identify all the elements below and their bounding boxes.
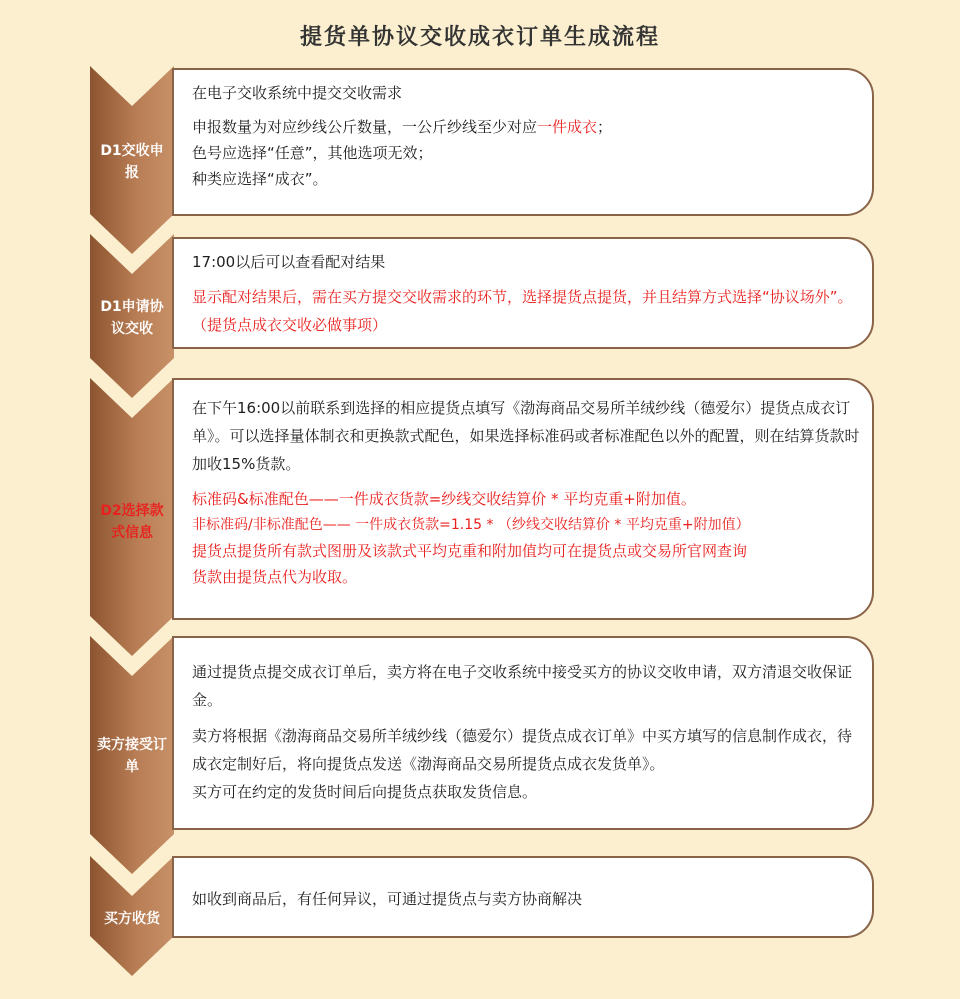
text-run: 申报数量为对应纱线公斤数量，一公斤纱线至少对应	[192, 118, 538, 136]
step-label-seller-accept	[90, 734, 174, 778]
step-label-line: 报	[125, 165, 139, 181]
step-paragraph	[192, 140, 872, 166]
step-paragraph-highlight: 货款由提货点代为收取。	[192, 568, 358, 586]
step-box-buyer-receive	[172, 856, 874, 938]
step-label-line: 单	[125, 759, 139, 775]
step-box-d1-declare	[172, 68, 874, 216]
step-paragraph: 买方可在约定的发货时间后向提货点获取发货信息。	[192, 783, 538, 801]
text-run: 色号应选择“任意”，其他选项无效；	[192, 144, 433, 162]
step-label-buyer-receive	[90, 908, 174, 930]
step-box-d1-apply	[172, 237, 874, 349]
step-paragraph-highlight: 非标准码/非标准配色—— 一件成衣货款=1.15 * （纱线交收结算价 * 平均克重+附加值）	[192, 517, 750, 533]
step-label-line: 卖方接受订	[97, 737, 167, 753]
page-title: 提货单协议交收成衣订单生成流程	[299, 24, 660, 50]
step-paragraph: 卖方将根据《渤海商品交易所羊绒纱线（德爱尔）提货点成衣订单》中买方填写的信息制作成衣，待成衣定制好后，将向提货点发送《渤海商品交易所提货点成衣发货单》。	[192, 727, 853, 773]
step-label-line: D1申请协	[100, 299, 164, 315]
step-paragraph: 如收到商品后，有任何异议，可通过提货点与卖方协商解决	[192, 890, 583, 908]
step-label-line: 议交收	[111, 321, 153, 337]
text-run-highlight: 一件成衣	[537, 118, 598, 136]
step-paragraph: 通过提货点提交成衣订单后，卖方将在电子交收系统中接受买方的协议交收申请，双方清退交收保证金。	[192, 663, 853, 709]
step-label-line: D2选择款	[100, 503, 164, 519]
step-paragraph	[192, 166, 872, 192]
text-run: 17:00以后可以查看配对结果	[192, 253, 386, 271]
text-run: 在电子交收系统中提交交收需求	[192, 84, 403, 102]
text-run: ；	[597, 118, 613, 136]
step-box-d2-select	[172, 378, 874, 620]
step-label-d1-apply	[90, 296, 174, 340]
step-label-d1-declare	[90, 140, 174, 184]
step-label-line: 买方收货	[104, 911, 160, 927]
step-paragraph: 在下午16:00以前联系到选择的相应提货点填写《渤海商品交易所羊绒纱线（德爱尔）提货点成衣订单》。可以选择量体制衣和更换款式配色，如果选择标准码或者标准配色以外的配置，则在结算货款时加收15%货款。	[192, 399, 860, 473]
text-run: 种类应选择“成衣”。	[192, 170, 328, 188]
step-box-seller-accept	[172, 636, 874, 830]
step-paragraph	[192, 249, 872, 275]
step-paragraph-highlight: 提货点提货所有款式图册及该款式平均克重和附加值均可在提货点或交易所官网查询	[192, 542, 748, 560]
step-paragraph-highlight: 显示配对结果后，需在买方提交交收需求的环节，选择提货点提货，并且结算方式选择“协议场外”。（提货点成衣交收必做事项）	[192, 288, 853, 334]
step-label-line: D1交收申	[100, 143, 164, 159]
step-label-d2-select	[90, 500, 174, 544]
step-paragraph-highlight: 标准码&标准配色——一件成衣货款=纱线交收结算价 * 平均克重+附加值。	[192, 490, 696, 508]
step-paragraph	[192, 114, 872, 140]
step-label-line: 式信息	[111, 525, 153, 541]
step-paragraph	[192, 80, 872, 106]
